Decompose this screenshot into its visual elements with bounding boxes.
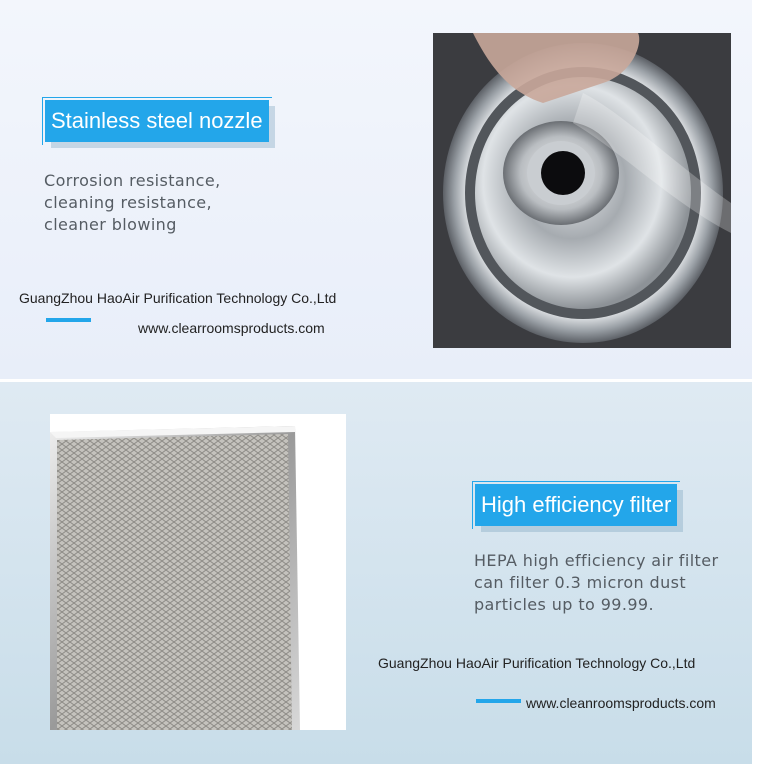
filter-title-badge: High efficiency filter [475, 484, 677, 526]
nozzle-illustration [433, 33, 731, 348]
nozzle-company-name: GuangZhou HaoAir Purification Technology Co.,Ltd [19, 290, 337, 306]
filter-illustration [50, 414, 346, 730]
nozzle-photo [433, 33, 731, 348]
nozzle-accent-line [46, 318, 91, 322]
filter-website: www.cleanroomsproducts.com [526, 695, 716, 711]
nozzle-title-badge: Stainless steel nozzle [45, 100, 269, 142]
nozzle-description: Corrosion resistance, cleaning resistance, cleaner blowing [44, 171, 221, 234]
filter-photo [50, 414, 346, 730]
filter-company-name: GuangZhou HaoAir Purification Technology Co.,Ltd [378, 655, 696, 671]
nozzle-section [0, 0, 752, 379]
filter-section [0, 382, 752, 764]
filter-description: HEPA high efficiency air filter can filter 0.3 micron dust particles up to 99.99. [474, 551, 719, 614]
filter-accent-line [476, 699, 521, 703]
nozzle-website: www.clearroomsproducts.com [138, 320, 325, 336]
